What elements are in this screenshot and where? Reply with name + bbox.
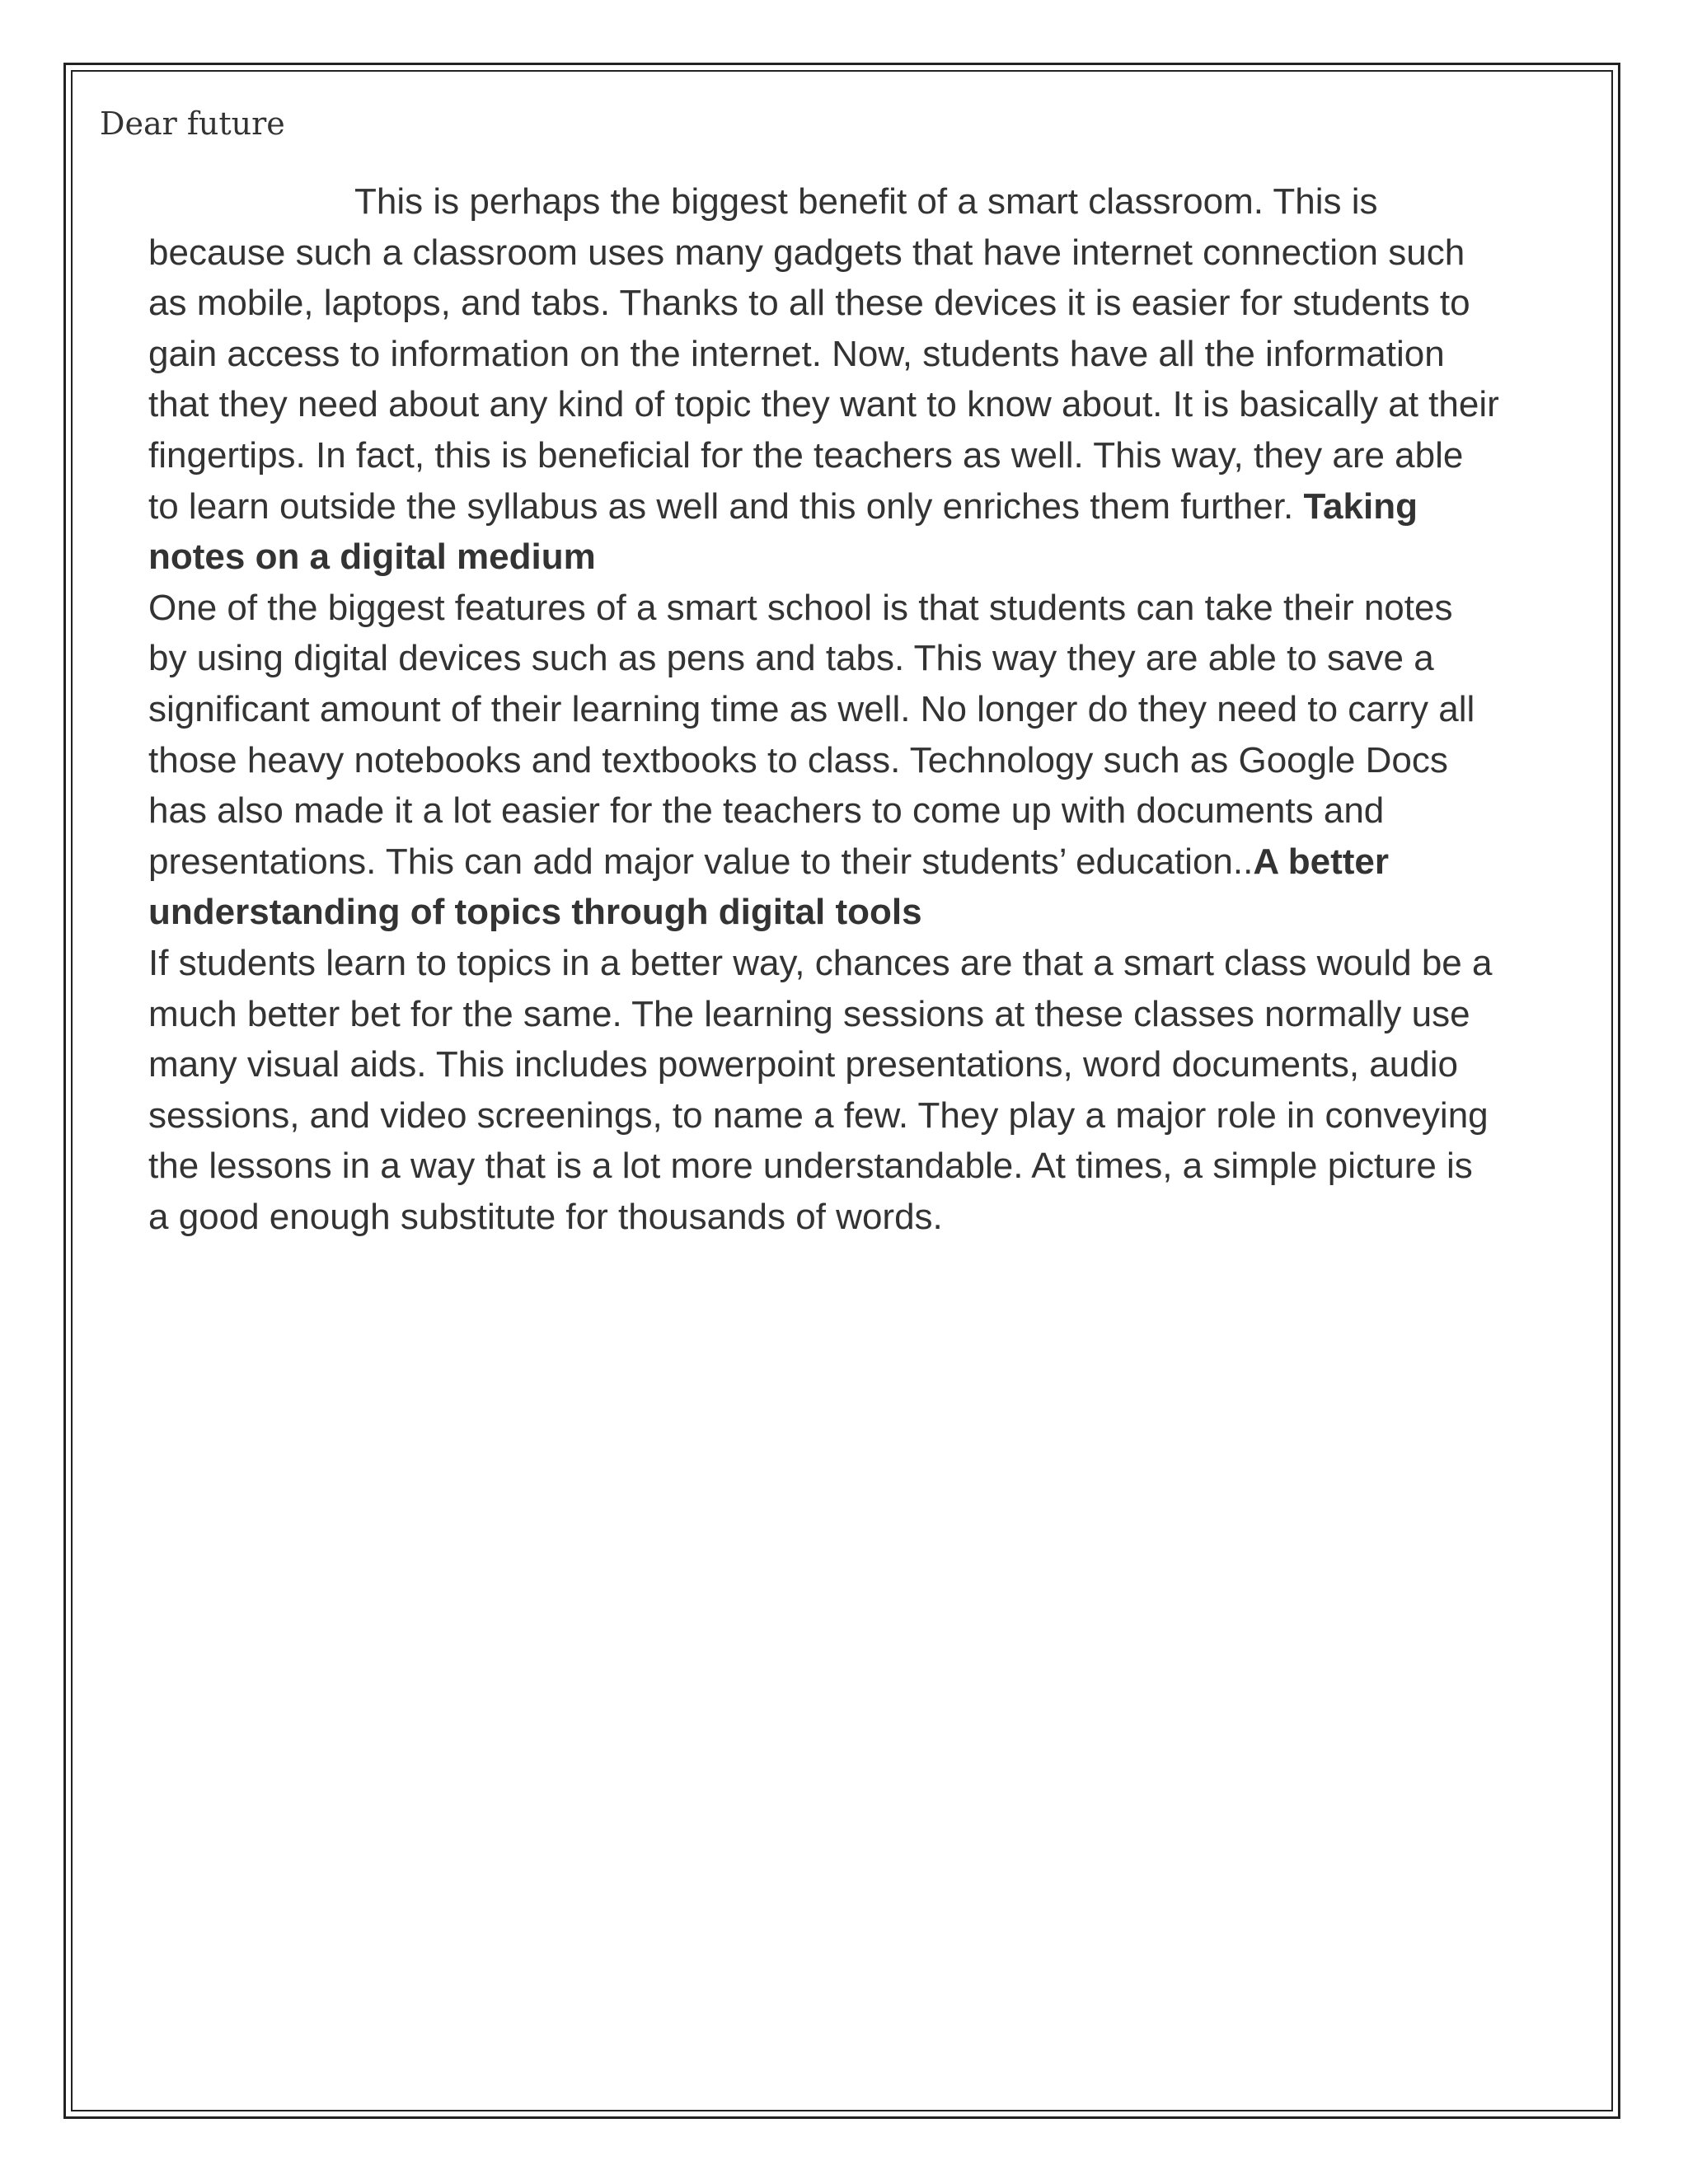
text-line: significant amount of their learning time as well. No longer do they need to carry all — [148, 688, 1475, 729]
section-heading-taking-notes-cont: notes on a digital medium — [148, 537, 596, 578]
letter-body — [148, 176, 1599, 1242]
section-heading-better-understanding-cont: understanding of topics through digital tools — [148, 892, 922, 933]
text-line: fingertips. In fact, this is beneficial for the teachers as well. This way, they are able — [148, 434, 1464, 476]
text-line: by using digital devices such as pens and tabs. This way they are able to save a — [148, 638, 1434, 679]
salutation: Dear future — [100, 105, 285, 142]
heading-line — [148, 532, 1599, 583]
text-line-with-heading — [148, 481, 1599, 532]
text-line: sessions, and video screenings, to name a few. They play a major role in conveying — [148, 1094, 1489, 1136]
text-line: This is perhaps the biggest benefit of a smart classroom. This is — [354, 181, 1378, 222]
section-heading-taking-notes: Taking — [1303, 485, 1418, 527]
text-segment: to learn outside the syllabus as well and this only enriches them further. — [148, 485, 1304, 527]
text-line: that they need about any kind of topic they want to know about. It is basically at their — [148, 384, 1499, 425]
text-line: has also made it a lot easier for the teachers to come up with documents and — [148, 790, 1385, 832]
text-line: a good enough substitute for thousands of words. — [148, 1196, 943, 1237]
text-line: If students learn to topics in a better way, chances are that a smart class would be a — [148, 942, 1493, 983]
text-line: One of the biggest features of a smart school is that students can take their notes — [148, 587, 1453, 628]
heading-line — [148, 887, 1599, 938]
text-line: those heavy notebooks and textbooks to class. Technology such as Google Docs — [148, 739, 1448, 780]
text-line: many visual aids. This includes powerpoint presentations, word documents, audio — [148, 1044, 1458, 1085]
text-line: gain access to information on the internet. Now, students have all the information — [148, 333, 1445, 374]
text-line: the lessons in a way that is a lot more understandable. At times, a simple picture is — [148, 1146, 1473, 1187]
section-heading-better-understanding: A better — [1253, 841, 1389, 882]
text-line: because such a classroom uses many gadgets that have internet connection such — [148, 232, 1465, 273]
text-line: much better bet for the same. The learning sessions at these classes normally use — [148, 993, 1470, 1034]
text-line: as mobile, laptops, and tabs. Thanks to all these devices it is easier for students to — [148, 283, 1470, 324]
text-segment: presentations. This can add major value to their students’ education.. — [148, 841, 1254, 882]
text-line-with-heading — [148, 837, 1599, 888]
